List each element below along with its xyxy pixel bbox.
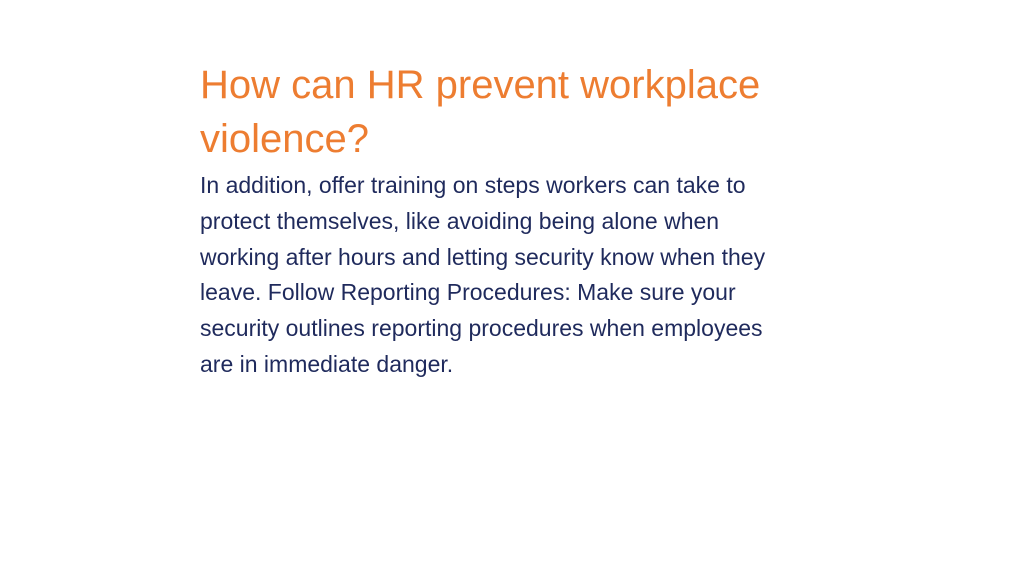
slide-content	[200, 58, 820, 383]
slide-title: How can HR prevent workplace violence?	[200, 63, 761, 161]
slide-body-text: In addition, offer training on steps workers can take to protect themselves, like avoiding being alone when working after hours and letting security know when they leave. Follow Reporting Procedures: Make sure your security outlines reporting procedures when employees are in immediate danger.	[200, 172, 766, 377]
